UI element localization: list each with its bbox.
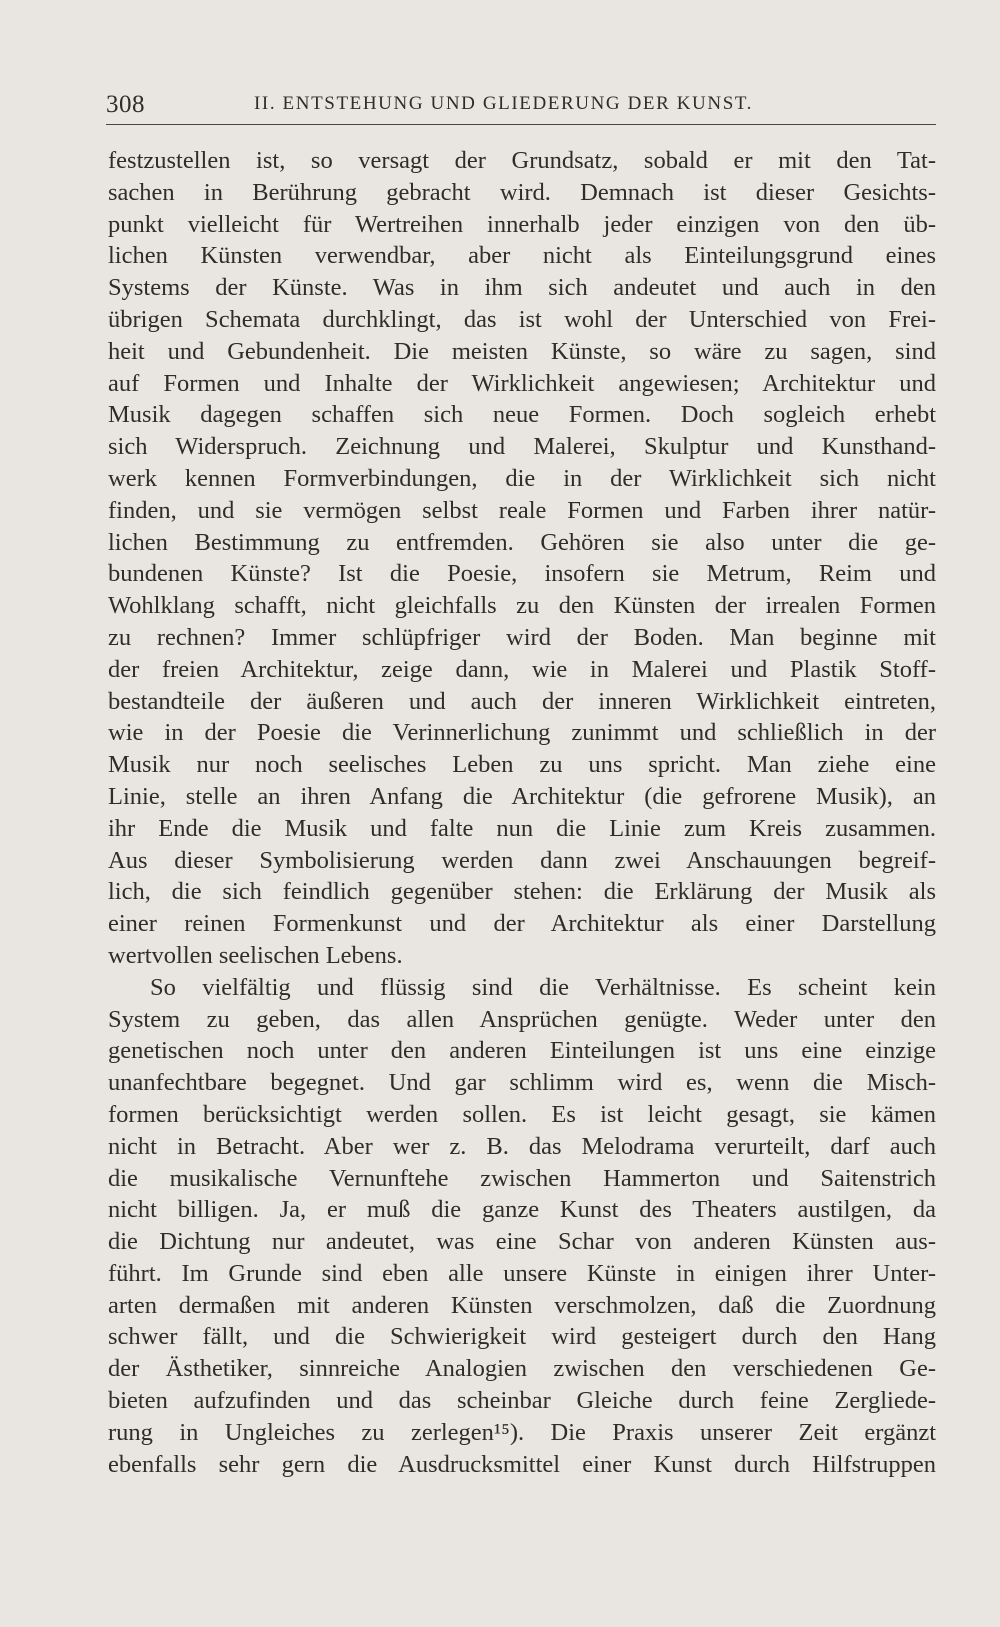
text-line: Musik dagegen schaffen sich neue Formen. Doch sogleich erhebt xyxy=(108,401,936,429)
text-line: unanfechtbare begegnet. Und gar schlimm wird es, wenn die Misch- xyxy=(108,1069,936,1097)
text-line: schwer fällt, und die Schwierigkeit wird gesteigert durch den Hang xyxy=(108,1323,936,1351)
text-line: System zu geben, das allen Ansprüchen genügte. Weder unter den xyxy=(108,1005,936,1033)
text-line: der Ästhetiker, sinnreiche Analogien zwischen den verschiedenen Ge- xyxy=(108,1355,936,1383)
page-header xyxy=(106,88,936,125)
text-line: Aus dieser Symbolisierung werden dann zwei Anschauungen begreif- xyxy=(108,846,936,874)
paragraph-first-line: So vielfältig und flüssig sind die Verhältnisse. Es scheint kein xyxy=(150,973,936,1001)
text-line: ebenfalls sehr gern die Ausdrucksmittel einer Kunst durch Hilfstruppen xyxy=(108,1450,936,1478)
text-line: führt. Im Grunde sind eben alle unsere Künste in einigen ihrer Unter- xyxy=(108,1259,936,1287)
text-line: die musikalische Vernunftehe zwischen Hammerton und Saitenstrich xyxy=(108,1164,936,1192)
text-line: heit und Gebundenheit. Die meisten Künste, so wäre zu sagen, sind xyxy=(108,337,936,365)
text-line: genetischen noch unter den anderen Einteilungen ist uns eine einzige xyxy=(108,1037,936,1065)
text-line: formen berücksichtigt werden sollen. Es ist leicht gesagt, sie kämen xyxy=(108,1100,936,1128)
text-line: der freien Architektur, zeige dann, wie in Malerei und Plastik Stoff- xyxy=(108,655,936,683)
text-line: arten dermaßen mit anderen Künsten verschmolzen, daß die Zuordnung xyxy=(108,1291,936,1319)
text-line: bundenen Künste? Ist die Poesie, insofern sie Metrum, Reim und xyxy=(108,560,936,588)
text-line: sich Widerspruch. Zeichnung und Malerei, Skulptur und Kunsthand- xyxy=(108,433,936,461)
running-head: II. ENTSTEHUNG UND GLIEDERUNG DER KUNST. xyxy=(254,93,754,114)
text-line: werk kennen Formverbindungen, die in der Wirklichkeit sich nicht xyxy=(108,464,936,492)
text-line: wie in der Poesie die Verinnerlichung zunimmt und schließlich in der xyxy=(108,719,936,747)
text-line: rung in Ungleiches zu zerlegen¹⁵). Die Praxis unserer Zeit ergänzt xyxy=(108,1418,936,1446)
text-line: auf Formen und Inhalte der Wirklichkeit angewiesen; Architektur und xyxy=(108,369,936,397)
text-line: Linie, stelle an ihren Anfang die Architektur (die gefrorene Musik), an xyxy=(108,782,936,810)
text-line: Wohlklang schafft, nicht gleichfalls zu den Künsten der irrealen Formen xyxy=(108,592,936,620)
text-line: ihr Ende die Musik und falte nun die Linie zum Kreis zusammen. xyxy=(108,814,936,842)
text-line: einer reinen Formenkunst und der Architektur als einer Darstellung xyxy=(108,910,936,938)
text-line: zu rechnen? Immer schlüpfriger wird der Boden. Man beginne mit xyxy=(108,623,936,651)
text-line: festzustellen ist, so versagt der Grundsatz, sobald er mit den Tat- xyxy=(108,147,936,174)
paragraph-last-line: wertvollen seelischen Lebens. xyxy=(108,941,403,969)
text-line: nicht in Betracht. Aber wer z. B. das Melodrama verurteilt, darf auch xyxy=(108,1132,936,1160)
text-line: lichen Künsten verwendbar, aber nicht als Einteilungsgrund eines xyxy=(108,242,936,270)
text-line: Musik nur noch seelisches Leben zu uns spricht. Man ziehe eine xyxy=(108,751,936,779)
body-text xyxy=(108,145,936,1480)
text-line: bestandteile der äußeren und auch der inneren Wirklichkeit eintreten, xyxy=(108,687,936,715)
text-line: die Dichtung nur andeutet, was eine Schar von anderen Künsten aus- xyxy=(108,1228,936,1256)
text-line: Systems der Künste. Was in ihm sich andeutet und auch in den xyxy=(108,274,936,302)
text-line: sachen in Berührung gebracht wird. Demnach ist dieser Gesichts- xyxy=(108,178,936,206)
page-number: 308 xyxy=(106,91,145,118)
text-line: punkt vielleicht für Wertreihen innerhalb jeder einzigen von den üb- xyxy=(108,210,936,238)
text-line: bieten aufzufinden und das scheinbar Gleiche durch feine Zergliede- xyxy=(108,1387,936,1415)
text-line: finden, und sie vermögen selbst reale Formen und Farben ihrer natür- xyxy=(108,496,936,524)
text-line: lich, die sich feindlich gegenüber stehen: die Erklärung der Musik als xyxy=(108,878,936,906)
text-line: übrigen Schemata durchklingt, das ist wohl der Unterschied von Frei- xyxy=(108,305,936,333)
text-line: lichen Bestimmung zu entfremden. Gehören sie also unter die ge- xyxy=(108,528,936,556)
text-line: nicht billigen. Ja, er muß die ganze Kunst des Theaters austilgen, da xyxy=(108,1196,936,1224)
